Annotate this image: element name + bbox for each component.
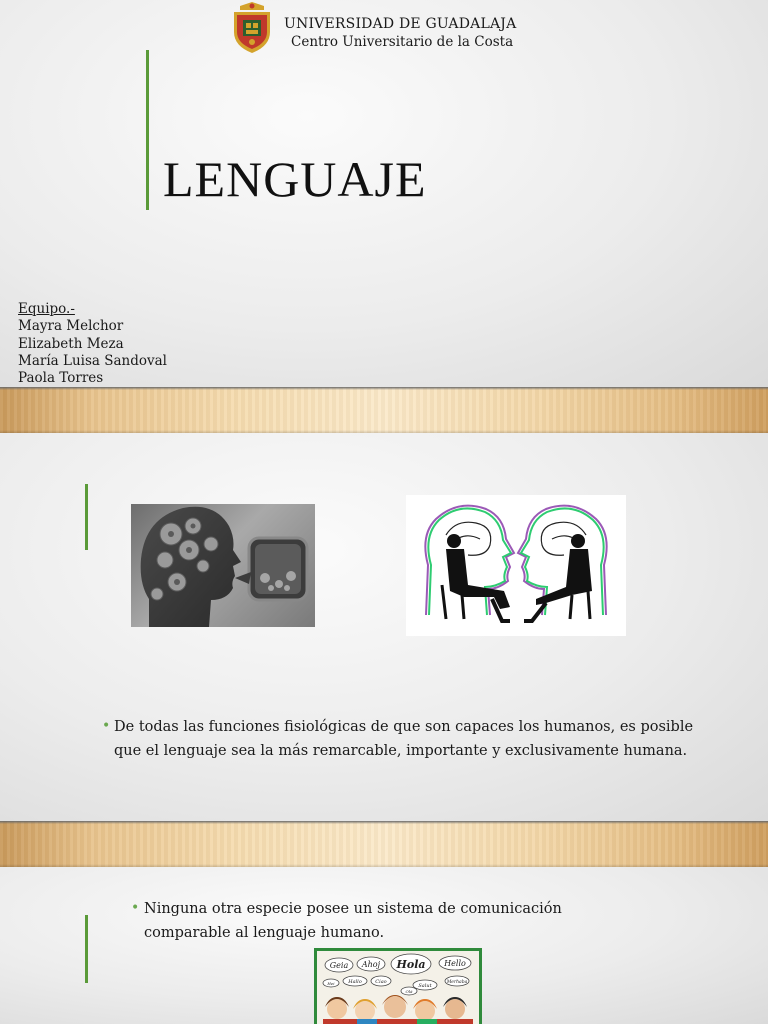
team-member: Elizabeth Meza	[18, 335, 124, 352]
bubble-text: Olá	[405, 989, 413, 994]
slide-accent-bar	[85, 484, 88, 550]
greetings-illustration-image	[314, 948, 482, 1024]
university-crest-icon	[232, 2, 272, 54]
conversation-silhouettes-image	[406, 495, 626, 636]
slide-accent-bar	[85, 915, 88, 983]
wood-divider	[0, 387, 768, 433]
team-member: Mayra Melchor	[18, 318, 124, 335]
bubble-text: Merhaba	[446, 980, 468, 985]
university-name: UNIVERSIDAD DE GUADALAJA	[284, 16, 517, 32]
team-member: Paola Torres	[18, 370, 104, 387]
bullet-dot-icon: •	[102, 718, 111, 734]
bullet-dot-icon: •	[131, 900, 140, 916]
bubble-text: Hello	[444, 959, 466, 968]
bullet-text: De todas las funciones fisiológicas de que son capaces los humanos, es posible que el lenguaje sea la más remarcable, importante y exclusivamente humana.	[114, 719, 694, 759]
bubble-text: Ahoj	[361, 960, 381, 969]
wood-divider	[0, 821, 768, 867]
team-heading: Equipo.-	[18, 301, 75, 317]
title-slide	[0, 0, 768, 387]
bubble-text: Salut	[418, 983, 432, 989]
bullet-text: Ninguna otra especie posee un sistema de comunicación comparable al lenguaje humano.	[144, 901, 562, 941]
slide-title: LENGUAJE	[163, 151, 427, 207]
university-center: Centro Universitario de la Costa	[291, 34, 514, 50]
bubble-text: Hei	[327, 981, 335, 986]
bubble-text: Hallo	[348, 979, 362, 985]
team-member: María Luisa Sandoval	[18, 352, 167, 369]
bubble-text: Ciao	[375, 979, 387, 985]
head-gears-image	[131, 504, 315, 627]
bubble-text: Geia	[329, 961, 349, 970]
team-list	[18, 301, 167, 387]
bubble-text: Hola	[396, 958, 426, 971]
content-slide-2	[0, 867, 768, 1024]
content-slide-1	[0, 433, 768, 821]
title-accent-bar	[146, 50, 149, 210]
